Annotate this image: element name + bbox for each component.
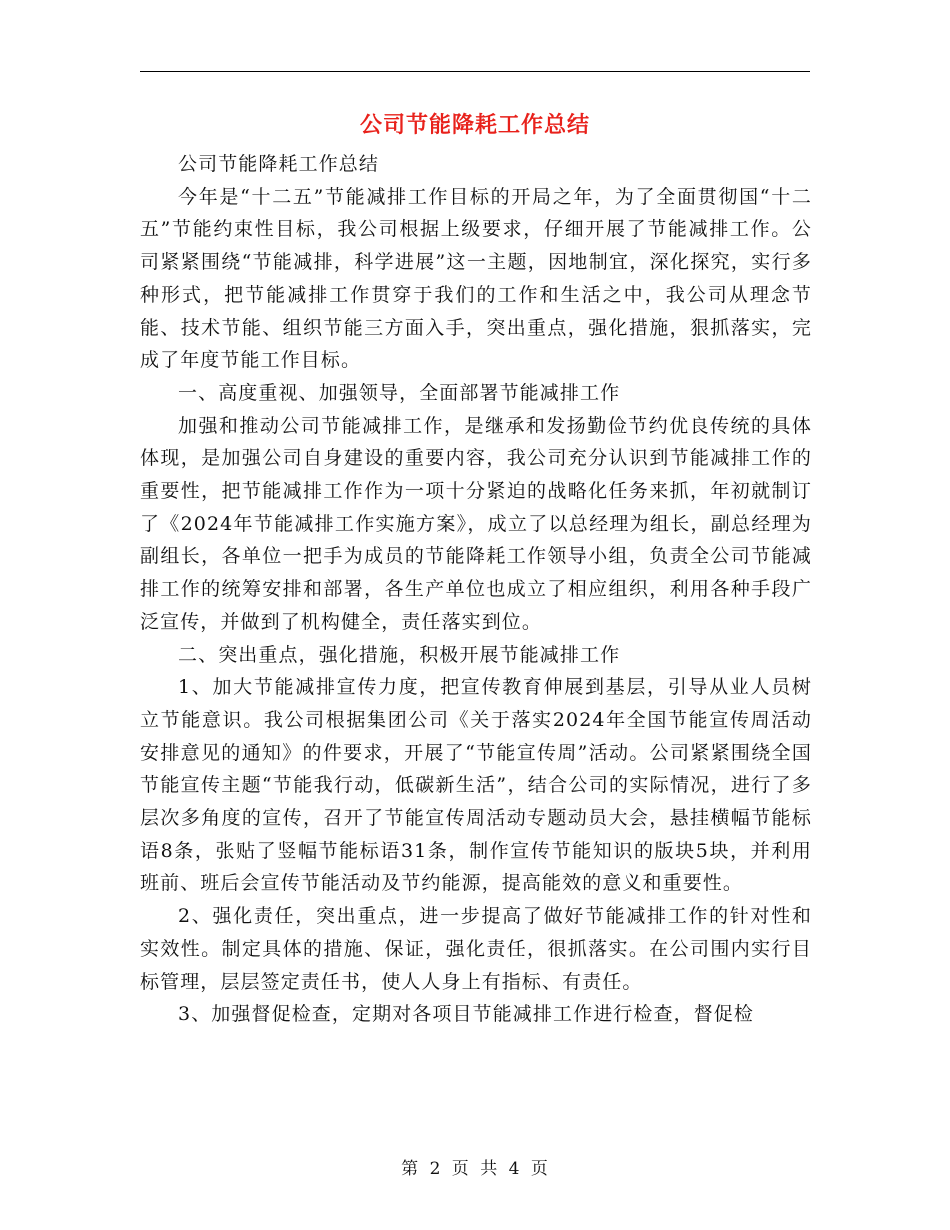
- paragraph-intro: 今年是“十二五”节能减排工作目标的开局之年，为了全面贯彻国“十二五”节能约束性目标，我公司根据上级要求，仔细开展了节能减排工作。公司紧紧围绕“节能减排，科学进展”这一主题，因地制宜，深化探究，实行多种形式，把节能减排工作贯穿于我们的工作和生活之中，我公司从理念节能、技术节能、组织节能三方面入手，突出重点，强化措施，狠抓落实，完成了年度节能工作目标。: [140, 185, 812, 372]
- page-number: 第 2 页 共 4 页: [401, 1159, 549, 1179]
- document-body: [140, 148, 812, 1031]
- paragraph-item-2: 2、强化责任，突出重点，进一步提高了做好节能减排工作的针对性和实效性。制定具体的措施、保证，强化责任，很抓落实。在公司围内实行目标管理，层层签定责任书，使人人身上有指标、有责任。: [140, 905, 812, 993]
- paragraph-item-1: 1、加大节能减排宣传力度，把宣传教育伸展到基层，引导从业人员树立节能意识。我公司根据集团公司《关于落实2024年全国节能宣传周活动安排意见的通知》的件要求，开展了“节能宣传周”活动。公司紧紧围绕全国节能宣传主题“节能我行动，低碳新生活”，结合公司的实际情况，进行了多层次多角度的宣传，召开了节能宣传周活动专题动员大会，悬挂横幅节能标语8条，张贴了竖幅节能标语31条，制作宣传节能知识的版块5块，并利用班前、班后会宣传节能活动及节约能源，提高能效的意义和重要性。: [140, 676, 812, 895]
- document-title: 公司节能降耗工作总结: [359, 112, 590, 138]
- paragraph-section-1: 加强和推动公司节能减排工作，是继承和发扬勤俭节约优良传统的具体体现，是加强公司自身建设的重要内容，我公司充分认识到节能减排工作的重要性，把节能减排工作作为一项十分紧迫的战略化任务来抓，年初就制订了《2024年节能减排工作实施方案》，成立了以总经理为组长，副总经理为副组长，各单位一把手为成员的节能降耗工作领导小组，负责全公司节能减排工作的统筹安排和部署，各生产单位也成立了相应组织，利用各种手段广泛宣传，并做到了机构健全，责任落实到位。: [140, 414, 812, 633]
- paragraph-subtitle: 公司节能降耗工作总结: [178, 153, 380, 175]
- header-rule: [140, 71, 810, 72]
- section-heading-1: 一、高度重视、加强领导，全面部署节能减排工作: [178, 381, 621, 404]
- paragraph-item-3: 3、加强督促检查，定期对各项目节能减排工作进行检查，督促检: [178, 1003, 754, 1026]
- section-heading-2: 二、突出重点，强化措施，积极开展节能减排工作: [178, 643, 621, 666]
